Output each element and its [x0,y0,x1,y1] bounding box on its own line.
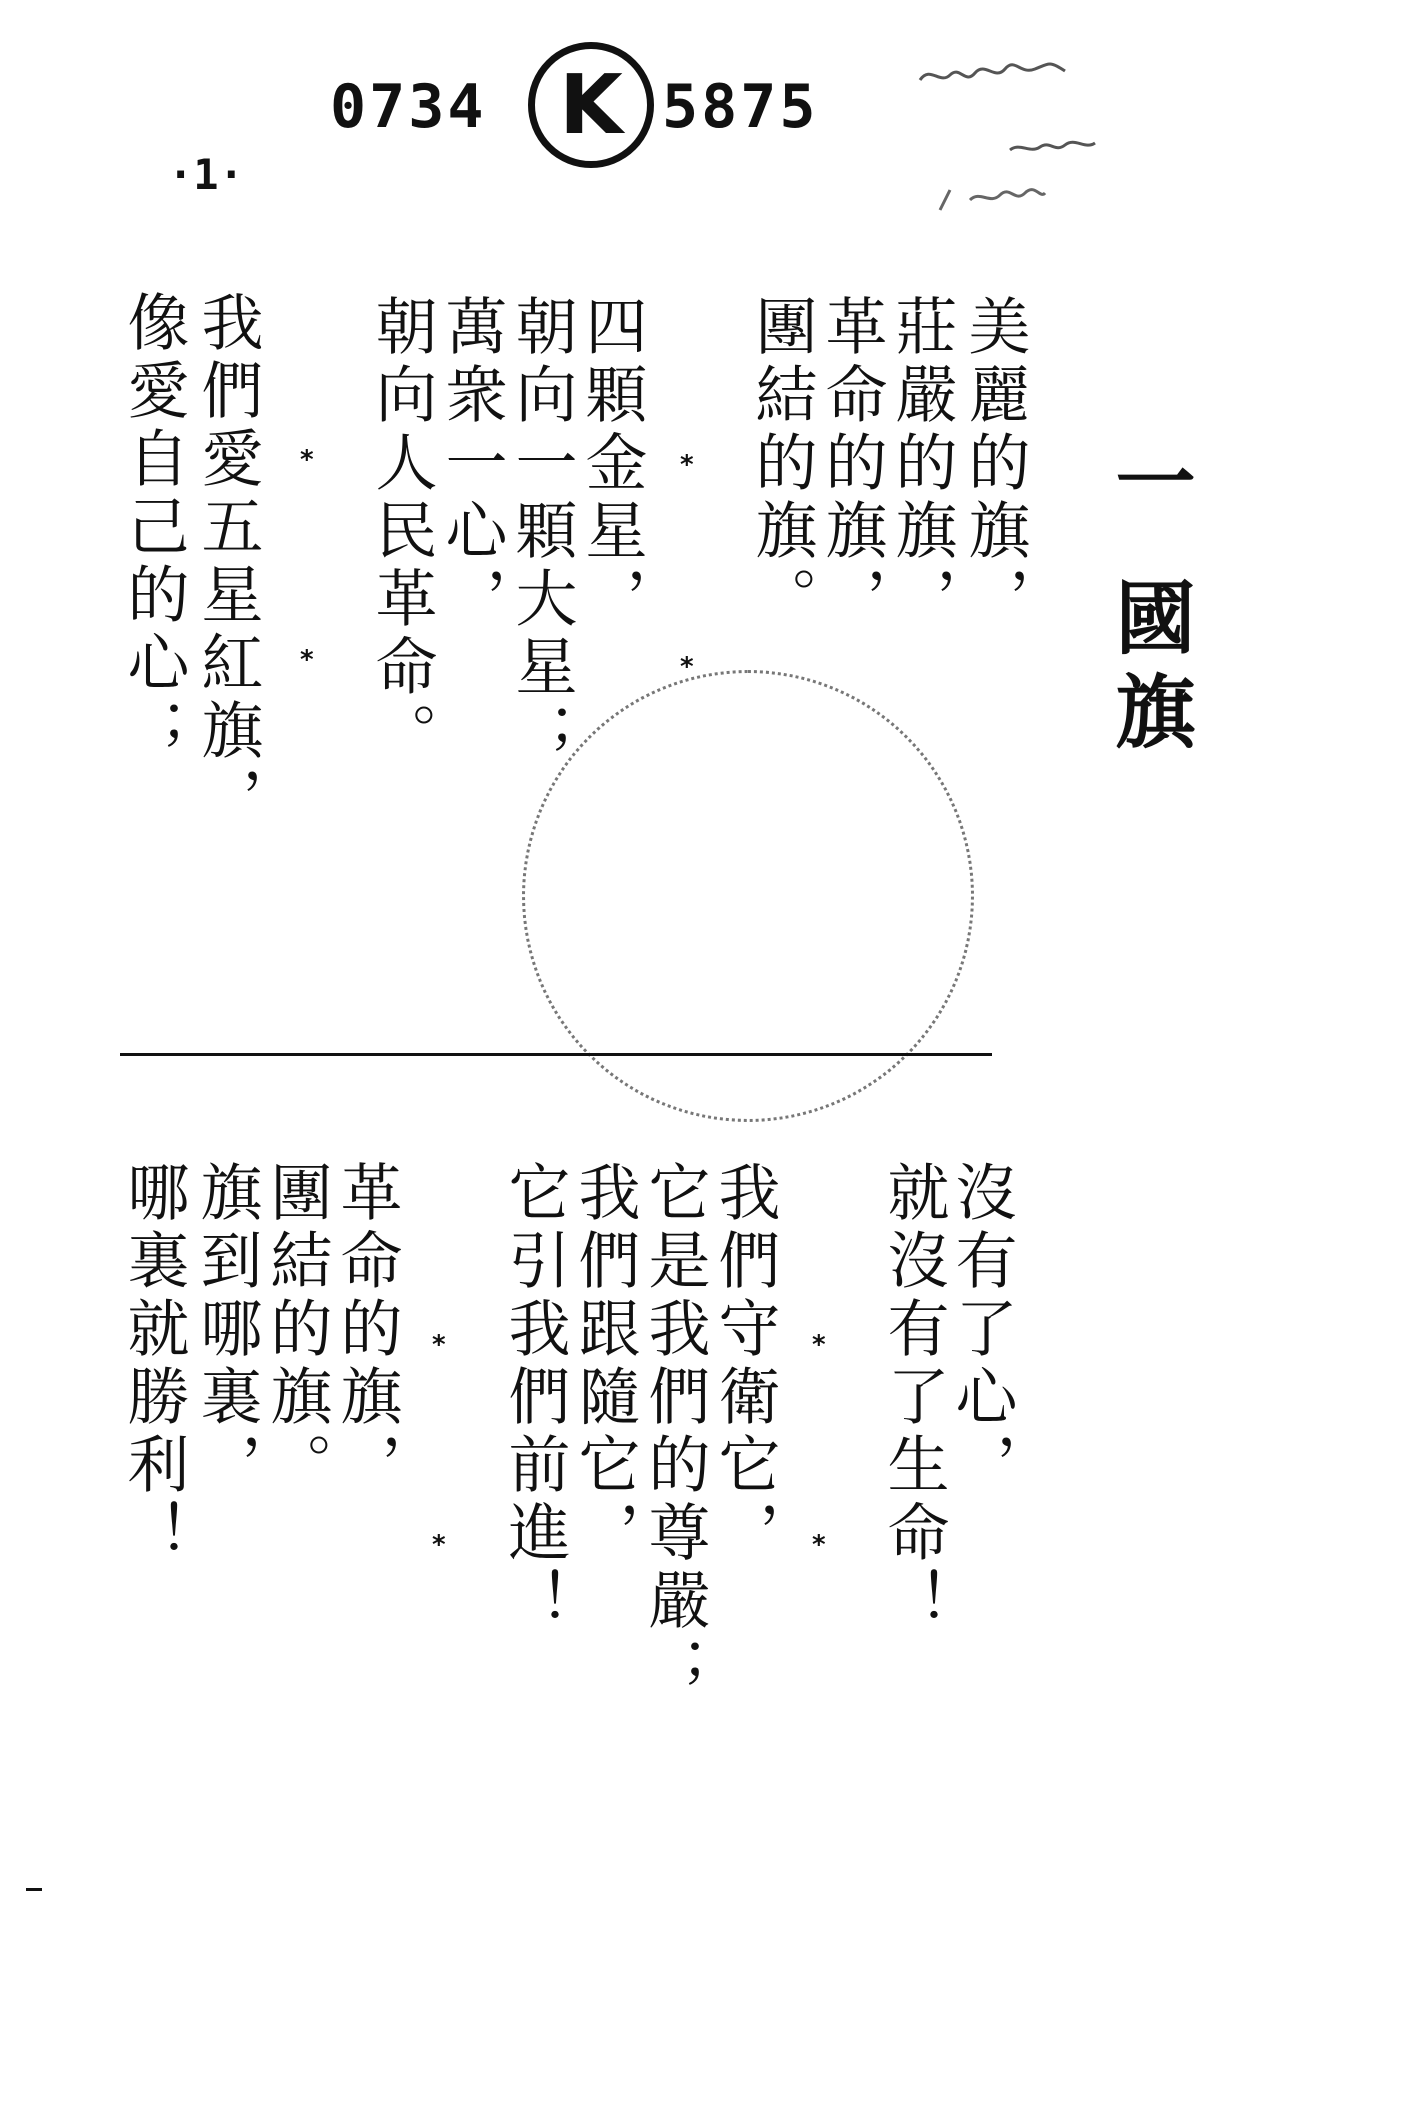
section-divider [120,1053,992,1056]
poem-line: 像愛自己的心； [117,290,190,766]
handwritten-notes [900,40,1150,240]
stamp-number-right: 5875 [662,72,819,142]
stamp-number-left: 0734 [330,72,487,142]
poem-line: 團結的旗。 [260,1160,333,1500]
poem-line: 我們守衛它， [708,1160,781,1568]
stanza-separator: * [680,450,694,480]
poem-line: 革命的旗， [330,1160,403,1500]
poem-line: 旗到哪裏， [190,1160,263,1500]
poem-title: 一 國旗 [1102,440,1196,764]
stanza-separator: * [300,645,314,675]
poem-line: 萬衆一心， [435,294,508,634]
poem-line: 朝向一顆大星； [505,294,578,770]
poem-line: 它是我們的尊嚴； [638,1160,711,1704]
stanza-separator: * [812,1530,826,1560]
poem-line: 革命的旗， [815,294,888,634]
poem-line: 團結的旗。 [745,294,818,634]
poem-line: 莊嚴的旗， [885,294,958,634]
stanza-separator: * [432,1330,446,1360]
stanza-separator: * [812,1330,826,1360]
poem-line: 哪裏就勝利！ [117,1160,190,1568]
poem-line: 我們愛五星紅旗， [191,290,264,834]
poem-line: 沒有了心， [945,1160,1018,1500]
margin-tick [26,1888,42,1891]
page-number: ·1· [168,150,244,199]
poem-line: 四顆金星， [575,294,648,634]
poem-line: 就沒有了生命！ [877,1160,950,1636]
poem-line: 我們跟隨它， [568,1160,641,1568]
poem-line: 美麗的旗， [958,294,1031,634]
stamp-k-circle [528,42,654,168]
stanza-separator: * [300,445,314,475]
poem-line: 它引我們前進！ [498,1160,571,1636]
stanza-separator: * [680,652,694,682]
stamp-k-letter: K [559,57,623,153]
poem-line: 朝向人民革命。 [365,294,438,770]
stanza-separator: * [432,1530,446,1560]
